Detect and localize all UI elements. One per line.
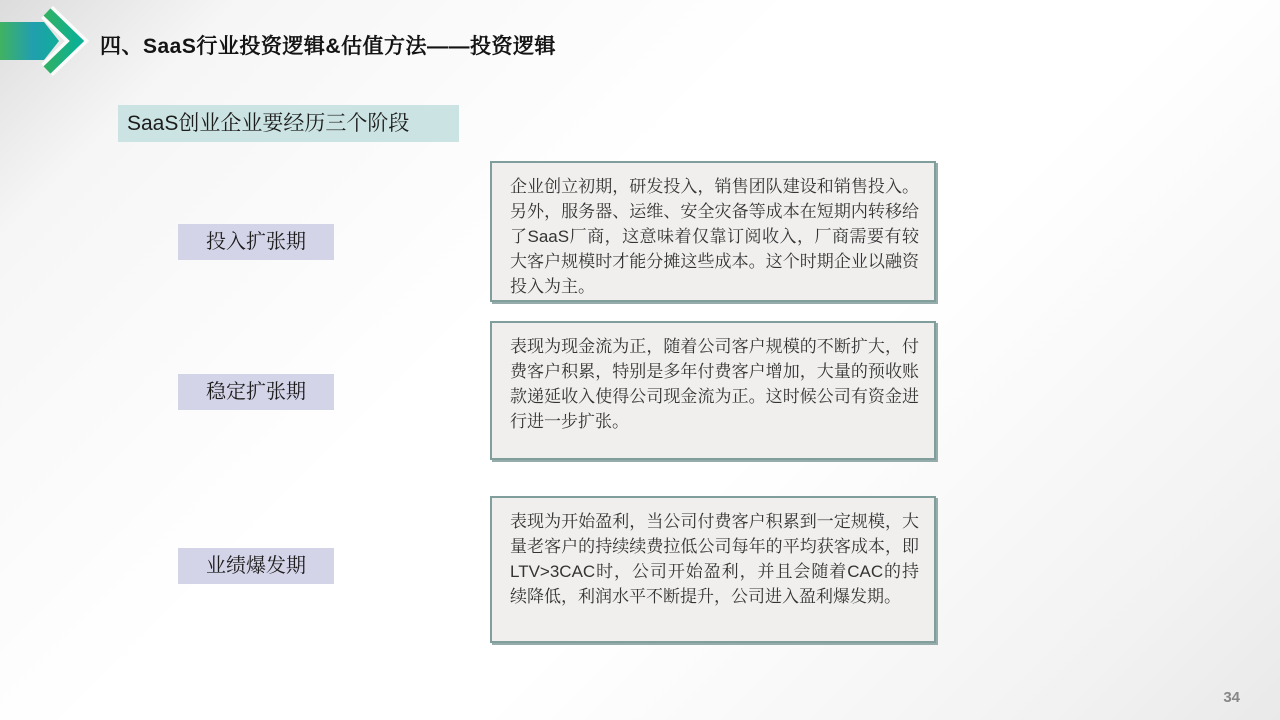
arrow-decoration-icon (0, 0, 96, 82)
page-number: 34 (1223, 689, 1240, 706)
stage-label-investment-expansion: 投入扩张期 (178, 224, 334, 260)
stage-label-stable-expansion: 稳定扩张期 (178, 374, 334, 410)
stage-description-box-1 (490, 161, 936, 302)
stage-label-performance-explosion: 业绩爆发期 (178, 548, 334, 584)
section-header: SaaS创业企业要经历三个阶段 (118, 105, 459, 142)
stage-description-box-2 (490, 321, 936, 460)
stage-description-text-3: 表现为开始盈利，当公司付费客户积累到一定规模，大量老客户的持续续费拉低公司每年的平均获客成本，即LTV>3CAC时，公司开始盈利，并且会随着CAC的持续降低，利润水平不断提升，公司进入盈利爆发期。 (510, 512, 919, 606)
stage-description-box-3 (490, 496, 936, 643)
stage-description-text-2: 表现为现金流为正，随着公司客户规模的不断扩大，付费客户积累，特别是多年付费客户增加，大量的预收账款递延收入使得公司现金流为正。这时候公司有资金进行进一步扩张。 (510, 337, 919, 431)
stage-description-text-1: 企业创立初期，研发投入，销售团队建设和销售投入。另外，服务器、运维、安全灾备等成本在短期内转移给了SaaS厂商，这意味着仅靠订阅收入，厂商需要有较大客户规模时才能分摊这些成本。这个时期企业以融资投入为主。 (510, 177, 919, 296)
slide-title: 四、SaaS行业投资逻辑&估值方法——投资逻辑 (100, 35, 557, 58)
